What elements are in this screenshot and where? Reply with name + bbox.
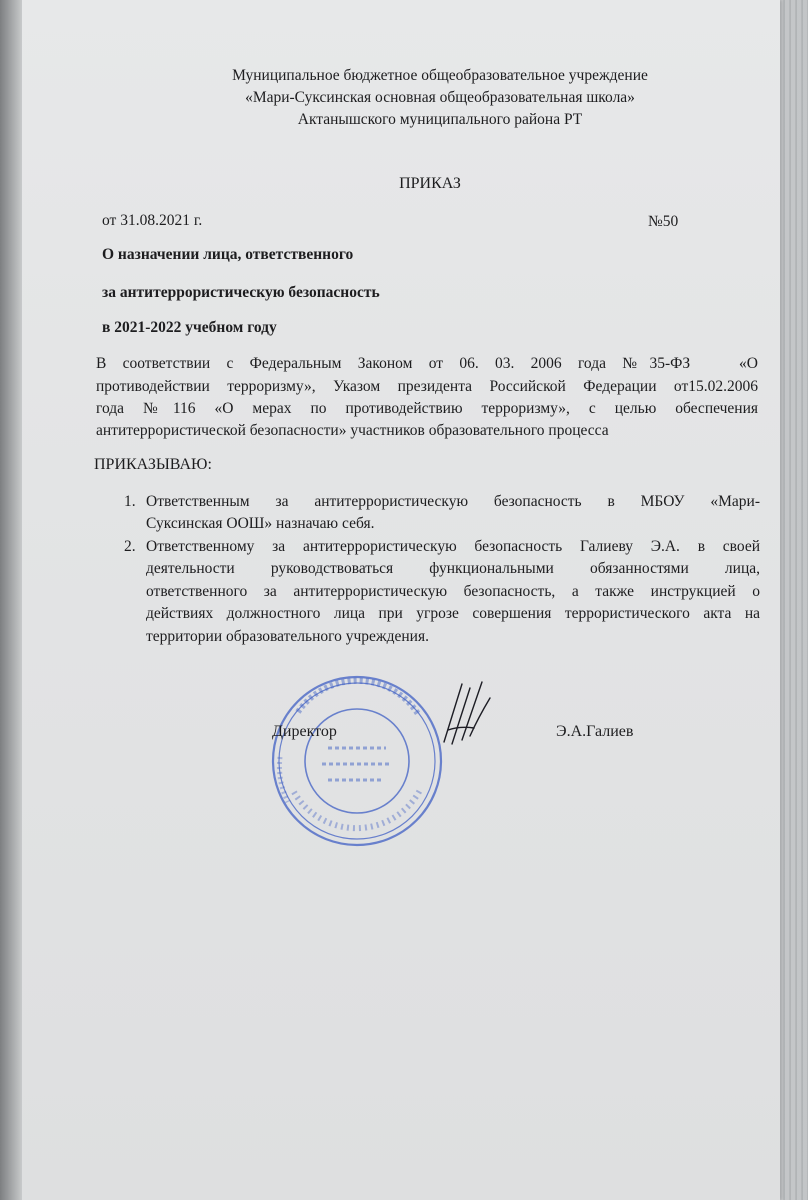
preamble-line2: противодействии терроризму», Указом президента Российской Федерации от15.02.2006	[96, 378, 758, 395]
left-shadow-edge	[0, 0, 22, 1200]
header-institution-line3: Актанышского муниципального района РТ	[297, 111, 583, 128]
preamble-line4: антитеррористической безопасности» участников образовательного процесса	[96, 422, 609, 439]
order-word: ПРИКАЗЫВАЮ:	[94, 456, 212, 473]
item2-line4: действиях должностного лица при угрозе совершения террористического акта на	[146, 605, 760, 622]
signature-name: Э.А.Галиев	[556, 723, 634, 740]
preamble-line3: года №116 «О мерах по противодействию терроризму», с целью обеспечения	[96, 400, 758, 417]
signature-role: Директор	[272, 723, 337, 740]
item2-line1: Ответственному за антитеррористическую безопасность Галиеву Э.А. в своей	[146, 538, 760, 555]
official-stamp-icon	[268, 672, 446, 850]
signature-scribble-icon	[440, 678, 500, 748]
item2-line5: территории образовательного учреждения.	[146, 628, 429, 645]
subject-line3: в 2021-2022 учебном году	[102, 319, 277, 336]
document-title: ПРИКАЗ	[399, 175, 461, 192]
item2-line3: ответственного за антитеррористическую безопасность, а также инструкцией о	[146, 583, 760, 600]
order-number: №50	[648, 213, 679, 230]
item1-line1: Ответственным за антитеррористическую безопасность в МБОУ «Мари-	[146, 493, 760, 510]
item2-line2: деятельности руководствоваться функциональными обязанностями лица,	[146, 560, 760, 577]
order-date: от 31.08.2021 г.	[102, 212, 203, 229]
item1-line2: Суксинская ООШ» назначаю себя.	[146, 515, 375, 532]
preamble-line1: В соответствии с Федеральным Законом от 06. 03. 2006 года №35-ФЗ «О	[96, 355, 758, 372]
subject-line1: О назначении лица, ответственного	[102, 246, 354, 263]
item-number-2: 2.	[124, 538, 136, 555]
item-number-1: 1.	[124, 493, 136, 510]
subject-line2: за антитеррористическую безопасность	[102, 284, 380, 301]
header-institution-line2: «Мари-Суксинская основная общеобразовательная школа»	[245, 89, 635, 106]
header-institution-line1: Муниципальное бюджетное общеобразовательное учреждение	[232, 67, 648, 84]
